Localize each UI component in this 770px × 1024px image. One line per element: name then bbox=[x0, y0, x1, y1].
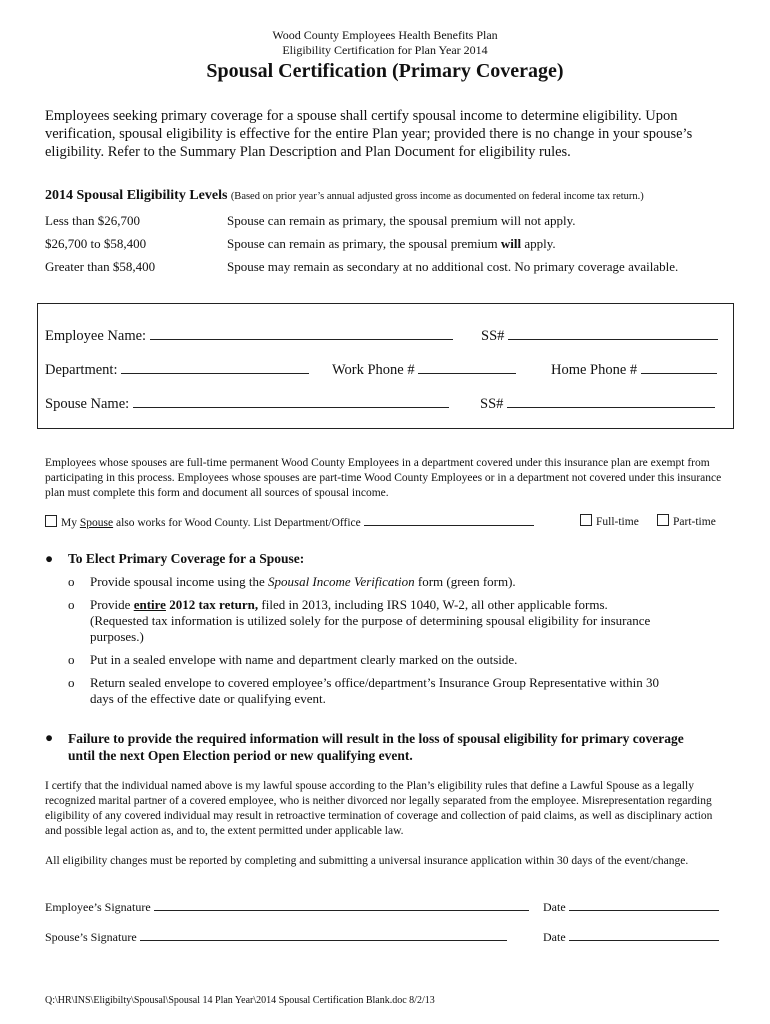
department-label: Department: bbox=[45, 362, 118, 378]
parttime-option[interactable] bbox=[657, 514, 716, 530]
elect-item bbox=[90, 675, 659, 707]
elect-item-text: Provide bbox=[90, 597, 134, 612]
spouse-date-field[interactable] bbox=[543, 929, 719, 945]
failure-line: until the next Open Election period or new qualifying event. bbox=[68, 748, 413, 763]
level-desc bbox=[227, 236, 556, 252]
employee-name-field[interactable] bbox=[45, 325, 453, 345]
elect-item-line: days of the effective date or qualifying event. bbox=[90, 691, 326, 706]
elect-item-line bbox=[90, 597, 650, 613]
file-path-footer: Q:\HR\INS\Eligibilty\Spousal\Spousal 14 Plan Year\2014 Spousal Certification Blank.doc 8/2/13 bbox=[45, 995, 435, 1006]
spouse-works-spouse: Spouse bbox=[79, 517, 114, 529]
elect-item bbox=[90, 574, 516, 590]
spouse-ss-line[interactable] bbox=[507, 393, 715, 408]
circle-bullet-icon: o bbox=[68, 652, 75, 667]
elect-heading: To Elect Primary Coverage for a Spouse: bbox=[68, 551, 305, 566]
spouse-signature-label: Spouse’s Signature bbox=[45, 930, 137, 944]
elect-item-tax-return: 2012 tax return, bbox=[165, 597, 259, 612]
plan-name: Wood County Employees Health Benefits Plan bbox=[272, 28, 498, 42]
bullet-icon: ● bbox=[45, 730, 54, 745]
level-range: Greater than $58,400 bbox=[45, 259, 156, 274]
department-office-line[interactable] bbox=[364, 514, 534, 526]
level-desc: Spouse can remain as primary, the spousal premium will not apply. bbox=[227, 213, 576, 228]
changes-statement: All eligibility changes must be reported by completing and submitting a universal insurance application within 30 days of the event/change. bbox=[45, 855, 689, 867]
elect-item-text: form (green form). bbox=[414, 574, 516, 589]
elect-item-text: Provide spousal income using the bbox=[90, 574, 269, 589]
elect-item-line: purposes.) bbox=[90, 629, 144, 644]
elect-item-line: Return sealed envelope to covered employee’s office/department’s Insurance Group Representative within 30 bbox=[90, 675, 660, 690]
spouse-signature-field[interactable] bbox=[45, 929, 507, 945]
failure-warning bbox=[68, 730, 684, 764]
fulltime-checkbox[interactable] bbox=[580, 514, 592, 526]
spouse-county-employee-row bbox=[45, 514, 534, 531]
employee-signature-field[interactable] bbox=[45, 899, 529, 915]
employee-date-line[interactable] bbox=[569, 899, 719, 911]
plan-year: Eligibility Certification for Plan Year 2014 bbox=[282, 43, 488, 57]
levels-heading bbox=[45, 187, 644, 204]
level-desc: Spouse may remain as secondary at no additional cost. No primary coverage available. bbox=[227, 259, 679, 274]
page-title: Spousal Certification (Primary Coverage) bbox=[206, 60, 564, 82]
elect-item-entire: entire bbox=[133, 597, 166, 612]
circle-bullet-icon: o bbox=[68, 675, 75, 690]
certification-statement: I certify that the individual named above is my lawful spouse according to the Plan’s eligibility rules that define a Lawful Spouse as a legally recognized marital partner of a covered employee, who is neither divorced nor legally separated from the employee. Misrepresentation regarding eligibility of any covered individual may result in retroactive termination of coverage and collection of paid claims, as well as disciplinary action and possible legal action as, and to, the extent permitted under applicable law. bbox=[45, 780, 713, 837]
parttime-label: Part-time bbox=[673, 516, 716, 528]
spouse-ss-field[interactable] bbox=[480, 393, 715, 413]
elect-item: Put in a sealed envelope with name and department clearly marked on the outside. bbox=[90, 652, 518, 667]
work-phone-field[interactable] bbox=[332, 359, 516, 379]
employee-name-label: Employee Name: bbox=[45, 328, 147, 344]
employee-signature-line[interactable] bbox=[154, 899, 529, 911]
spouse-ss-label: SS# bbox=[480, 396, 504, 412]
level-desc-text: apply. bbox=[521, 236, 556, 251]
elect-item-form-name: Spousal Income Verification bbox=[268, 574, 415, 589]
intro-paragraph: Employees seeking primary coverage for a spouse shall certify spousal income to determine eligibility. Upon verification, spousal eligibility is effective for the entire Plan year; provided there is no change in your spouse’s eligibility. Refer to the Summary Plan Description and Plan Document for eligibility rules. bbox=[45, 108, 693, 160]
failure-line: Failure to provide the required information will result in the loss of spousal eligibility for primary coverage bbox=[68, 731, 684, 746]
bullet-icon: ● bbox=[45, 551, 54, 566]
employee-ss-label: SS# bbox=[481, 328, 505, 344]
spouse-works-checkbox[interactable] bbox=[45, 515, 57, 527]
level-range: Less than $26,700 bbox=[45, 213, 140, 228]
elect-item-text: filed in 2013, including IRS 1040, W-2, all other applicable forms. bbox=[258, 597, 608, 612]
employee-signature-label: Employee’s Signature bbox=[45, 900, 151, 914]
department-line[interactable] bbox=[121, 359, 309, 374]
department-field[interactable] bbox=[45, 359, 309, 379]
levels-note: (Based on prior year’s annual adjusted gross income as documented on federal income tax return.) bbox=[230, 191, 644, 202]
spouse-name-field[interactable] bbox=[45, 393, 449, 413]
spouse-date-label: Date bbox=[543, 930, 566, 944]
level-desc-emphasis: will bbox=[500, 236, 522, 251]
employee-name-line[interactable] bbox=[150, 325, 453, 340]
spouse-signature-line[interactable] bbox=[140, 929, 507, 941]
spouse-works-label: also works for Wood County. List Department/Office bbox=[113, 517, 361, 529]
parttime-checkbox[interactable] bbox=[657, 514, 669, 526]
levels-title: 2014 Spousal Eligibility Levels bbox=[45, 188, 228, 203]
level-desc-text: Spouse can remain as primary, the spousal premium bbox=[227, 236, 501, 251]
work-phone-label: Work Phone # bbox=[332, 362, 415, 378]
home-phone-line[interactable] bbox=[641, 359, 717, 374]
spouse-date-line[interactable] bbox=[569, 929, 719, 941]
home-phone-field[interactable] bbox=[551, 359, 717, 379]
fulltime-option[interactable] bbox=[580, 514, 639, 530]
elect-item bbox=[90, 597, 650, 645]
fulltime-label: Full-time bbox=[596, 516, 639, 528]
employee-ss-field[interactable] bbox=[481, 325, 718, 345]
exemption-notice: Employees whose spouses are full-time permanent Wood County Employees in a department covered under this insurance plan are exempt from participating in this process. Employees whose spouses are part-time Wood County Employees or in a department not covered under this insurance plan must complete this form and document all sources of spousal income. bbox=[45, 457, 722, 499]
circle-bullet-icon: o bbox=[68, 574, 75, 589]
level-range: $26,700 to $58,400 bbox=[45, 236, 147, 251]
home-phone-label: Home Phone # bbox=[551, 362, 638, 378]
spouse-works-prefix: My bbox=[61, 517, 80, 529]
spouse-name-label: Spouse Name: bbox=[45, 396, 130, 412]
elect-item-line: (Requested tax information is utilized solely for the purpose of determining spousal eligibility for insurance bbox=[90, 613, 651, 628]
employee-ss-line[interactable] bbox=[508, 325, 718, 340]
circle-bullet-icon: o bbox=[68, 597, 75, 612]
spouse-name-line[interactable] bbox=[133, 393, 449, 408]
employee-date-label: Date bbox=[543, 900, 566, 914]
employee-date-field[interactable] bbox=[543, 899, 719, 915]
work-phone-line[interactable] bbox=[418, 359, 516, 374]
